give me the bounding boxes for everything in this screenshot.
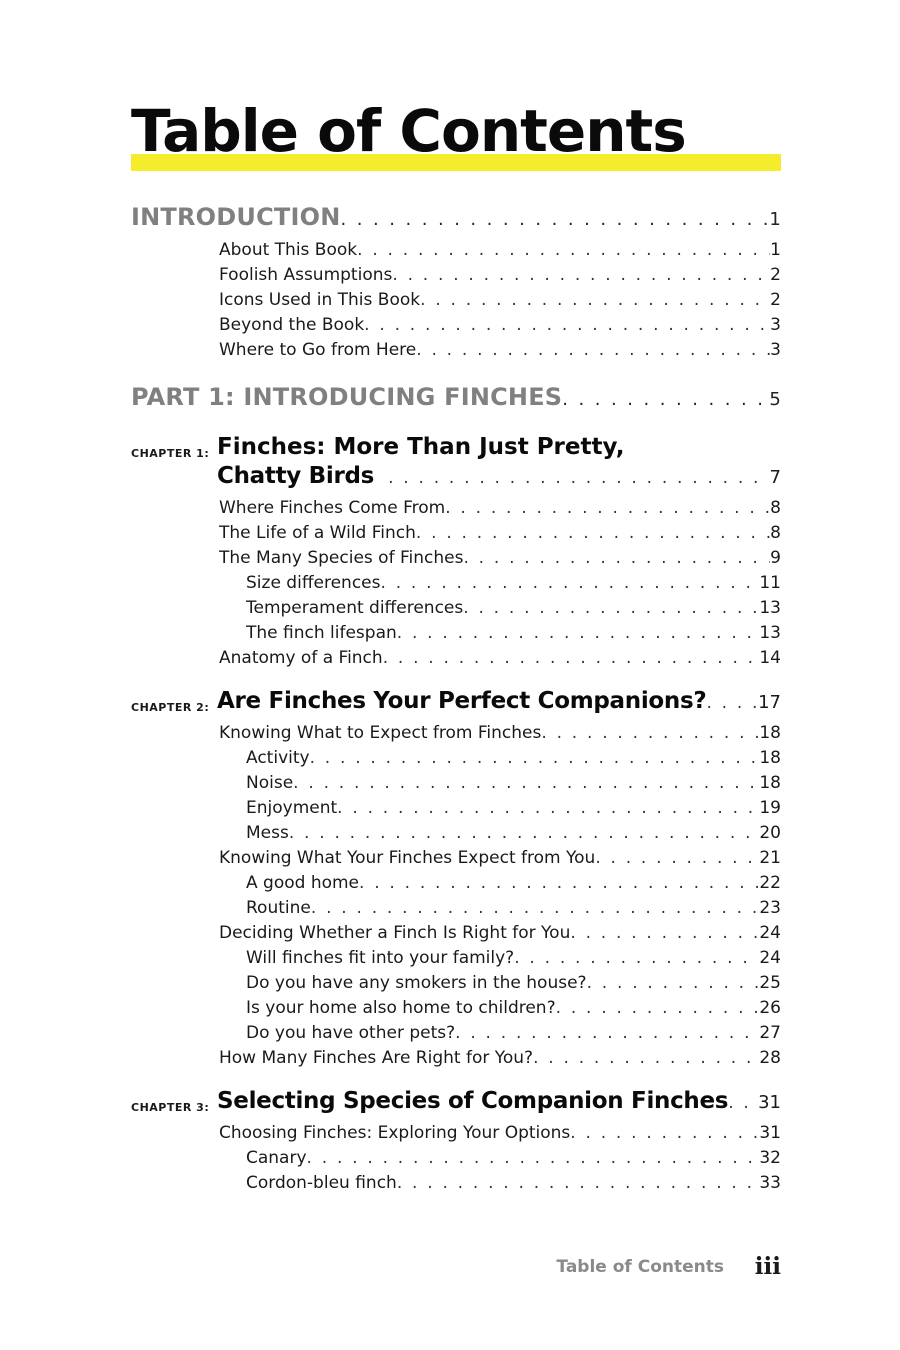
toc-entry-label: About This Book xyxy=(219,240,358,260)
dot-leader xyxy=(420,290,770,310)
toc-page-number: 14 xyxy=(759,648,781,668)
dot-leader xyxy=(397,1173,760,1193)
dot-leader xyxy=(293,773,759,793)
dot-leader xyxy=(381,573,760,593)
toc-subentry[interactable] xyxy=(246,748,781,768)
toc-entry[interactable] xyxy=(219,265,781,285)
toc-page-number: 22 xyxy=(759,873,781,893)
toc-entry-label: Cordon-bleu finch xyxy=(246,1173,397,1193)
toc-entry[interactable] xyxy=(219,1048,781,1068)
toc-entry-label: Knowing What to Expect from Finches xyxy=(219,723,542,743)
toc-subentry[interactable] xyxy=(246,998,781,1018)
dot-leader xyxy=(562,389,769,410)
chapter-3-entry[interactable] xyxy=(217,1088,781,1114)
toc-part-label: INTRODUCTION xyxy=(131,203,341,231)
dot-leader xyxy=(416,523,770,543)
toc-entry-label: A good home xyxy=(246,873,360,893)
chapter-2-tag: CHAPTER 2: xyxy=(131,701,210,714)
toc-page-number: 19 xyxy=(759,798,781,818)
toc-page-number: 31 xyxy=(758,1092,781,1113)
chapter-2-entry[interactable] xyxy=(217,688,781,714)
toc-page-number: 9 xyxy=(770,548,781,568)
toc-entry[interactable] xyxy=(219,848,781,868)
dot-leader xyxy=(541,723,759,743)
toc-entry-label: How Many Finches Are Right for You? xyxy=(219,1048,534,1068)
toc-entry-label: Knowing What Your Finches Expect from You xyxy=(219,848,596,868)
toc-subentry[interactable] xyxy=(246,1023,781,1043)
toc-entry-label: Size differences xyxy=(246,573,381,593)
dot-leader xyxy=(463,548,770,568)
toc-page-number: 28 xyxy=(759,1048,781,1068)
toc-entry-label: Anatomy of a Finch xyxy=(219,648,383,668)
toc-entry[interactable] xyxy=(219,648,781,668)
chapter-3-title: Selecting Species of Companion Finches xyxy=(217,1088,729,1114)
toc-page-number: 33 xyxy=(759,1173,781,1193)
dot-leader xyxy=(374,468,769,488)
toc-page-number: 2 xyxy=(770,265,781,285)
dot-leader xyxy=(455,1023,759,1043)
dot-leader xyxy=(357,240,770,260)
page-footer xyxy=(131,1253,781,1283)
dot-leader xyxy=(706,693,758,713)
toc-page-number: 18 xyxy=(759,723,781,743)
toc-entry[interactable] xyxy=(219,290,781,310)
toc-entry-label: Where Finches Come From xyxy=(219,498,446,518)
toc-page-number: 25 xyxy=(759,973,781,993)
toc-page-number: 20 xyxy=(759,823,781,843)
toc-page-number: 13 xyxy=(759,623,781,643)
chapter-1-entry[interactable] xyxy=(217,463,781,489)
toc-entry-label: The Life of a Wild Finch xyxy=(219,523,416,543)
toc-entry-label: Do you have other pets? xyxy=(246,1023,456,1043)
toc-subentry[interactable] xyxy=(246,898,781,918)
toc-entry-label: Deciding Whether a Finch Is Right for You xyxy=(219,923,571,943)
toc-entry-label: Icons Used in This Book xyxy=(219,290,421,310)
dot-leader xyxy=(383,648,760,668)
toc-page-number: 13 xyxy=(759,598,781,618)
toc-entry-label: Temperament differences xyxy=(246,598,464,618)
dot-leader xyxy=(364,315,770,335)
toc-subentry[interactable] xyxy=(246,1148,781,1168)
toc-page-number: 7 xyxy=(769,467,781,488)
toc-page-number: 31 xyxy=(759,1123,781,1143)
toc-entry[interactable] xyxy=(219,548,781,568)
toc-page-number: 8 xyxy=(770,523,781,543)
toc-page-number: 8 xyxy=(770,498,781,518)
toc-entry-label: Routine xyxy=(246,898,311,918)
toc-entry-label: The Many Species of Finches xyxy=(219,548,464,568)
dot-leader xyxy=(445,498,770,518)
chapter-2-title: Are Finches Your Perfect Companions? xyxy=(217,688,707,714)
dot-leader xyxy=(570,923,759,943)
toc-entry-label: Will finches fit into your family? xyxy=(246,948,515,968)
toc-subentry[interactable] xyxy=(246,823,781,843)
running-footer-title: Table of Contents xyxy=(556,1257,724,1277)
page-title: Table of Contents xyxy=(131,97,686,165)
toc-entry[interactable] xyxy=(219,1123,781,1143)
dot-leader xyxy=(556,998,760,1018)
toc-subentry[interactable] xyxy=(246,948,781,968)
toc-subentry[interactable] xyxy=(246,798,781,818)
dot-leader xyxy=(289,823,760,843)
toc-page-number: 24 xyxy=(759,923,781,943)
toc-page-number: 11 xyxy=(759,573,781,593)
toc-page-number: 26 xyxy=(759,998,781,1018)
toc-page-number: 17 xyxy=(758,692,781,713)
toc-entry-label: Beyond the Book xyxy=(219,315,365,335)
toc-entry-label: Activity xyxy=(246,748,310,768)
toc-page-number: 21 xyxy=(759,848,781,868)
toc-entry-label: Noise xyxy=(246,773,294,793)
dot-leader xyxy=(533,1048,759,1068)
toc-subentry[interactable] xyxy=(246,573,781,593)
toc-part-1[interactable] xyxy=(131,383,781,411)
toc-entry[interactable] xyxy=(219,923,781,943)
dot-leader xyxy=(307,1148,760,1168)
toc-page-number: 2 xyxy=(770,290,781,310)
toc-entry-label: Is your home also home to children? xyxy=(246,998,556,1018)
dot-leader xyxy=(311,898,760,918)
toc-entry-label: The finch lifespan xyxy=(246,623,397,643)
title-block xyxy=(131,96,781,176)
toc-page-number: 3 xyxy=(770,315,781,335)
toc-subentry[interactable] xyxy=(246,973,781,993)
toc-entry-label: Enjoyment xyxy=(246,798,338,818)
toc-page-number: 24 xyxy=(759,948,781,968)
chapter-1-title-line1[interactable]: Finches: More Than Just Pretty, xyxy=(217,434,625,460)
dot-leader xyxy=(337,798,759,818)
dot-leader xyxy=(514,948,759,968)
toc-page-number: 32 xyxy=(759,1148,781,1168)
toc-entry[interactable] xyxy=(219,498,781,518)
toc-entry-label: Canary xyxy=(246,1148,307,1168)
toc-part-introduction[interactable] xyxy=(131,203,781,231)
toc-entry[interactable] xyxy=(219,523,781,543)
toc-subentry[interactable] xyxy=(246,623,781,643)
chapter-1-title-line2: Chatty Birds xyxy=(217,463,375,489)
chapter-3-tag: CHAPTER 3: xyxy=(131,1101,210,1114)
toc-subentry[interactable] xyxy=(246,598,781,618)
toc-page-number: 18 xyxy=(759,748,781,768)
dot-leader xyxy=(587,973,760,993)
toc-page-number: 1 xyxy=(770,240,781,260)
toc-part-label: PART 1: INTRODUCING FINCHES xyxy=(131,383,563,411)
toc-page xyxy=(131,0,781,1350)
toc-entry-label: Choosing Finches: Exploring Your Options xyxy=(219,1123,571,1143)
toc-entry-label: Foolish Assumptions xyxy=(219,265,393,285)
toc-entry[interactable] xyxy=(219,340,781,360)
chapter-1-tag: CHAPTER 1: xyxy=(131,447,210,460)
toc-entry-label: Mess xyxy=(246,823,289,843)
toc-page-number: 27 xyxy=(759,1023,781,1043)
dot-leader xyxy=(340,209,769,230)
dot-leader xyxy=(570,1123,759,1143)
toc-subentry[interactable] xyxy=(246,773,781,793)
toc-page-number: 3 xyxy=(770,340,781,360)
toc-page-number: 1 xyxy=(769,209,781,230)
dot-leader xyxy=(728,1093,758,1113)
dot-leader xyxy=(416,340,770,360)
toc-page-number: 23 xyxy=(759,898,781,918)
toc-entry-label: Do you have any smokers in the house? xyxy=(246,973,587,993)
toc-subentry[interactable] xyxy=(246,1173,781,1193)
toc-entry[interactable] xyxy=(219,723,781,743)
toc-page-number: 18 xyxy=(759,773,781,793)
dot-leader xyxy=(463,598,759,618)
toc-subentry[interactable] xyxy=(246,873,781,893)
page-number: iii xyxy=(754,1253,781,1280)
dot-leader xyxy=(595,848,759,868)
dot-leader xyxy=(310,748,760,768)
toc-entry-label: Where to Go from Here xyxy=(219,340,417,360)
dot-leader xyxy=(359,873,759,893)
toc-page-number: 5 xyxy=(769,389,781,410)
toc-entry[interactable] xyxy=(219,315,781,335)
toc-entry[interactable] xyxy=(219,240,781,260)
dot-leader xyxy=(392,265,770,285)
dot-leader xyxy=(397,623,760,643)
